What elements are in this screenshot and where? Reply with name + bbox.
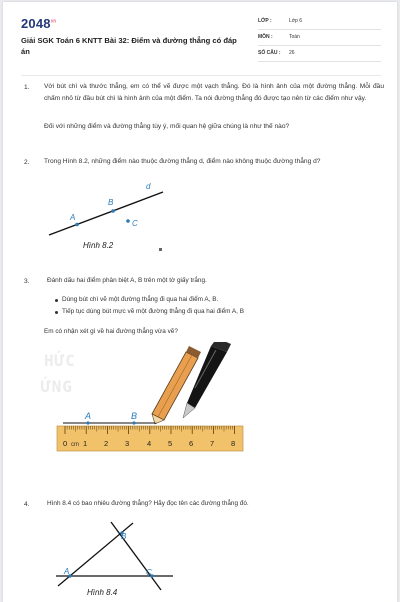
stray-mark: [159, 248, 162, 251]
ruler-number: 4: [147, 439, 152, 448]
question-3-subtext: Em có nhận xét gì về hai đường thẳng vừa vẽ?: [44, 328, 178, 335]
label-a: A: [85, 411, 92, 421]
document-title: Giải SGK Toán 6 KNTT Bài 32: Điểm và đường thẳng có đáp án: [21, 36, 237, 56]
meta-count-key: SỐ CÂU :: [258, 50, 281, 56]
question-1-text: Với bút chì và thước thẳng, em có thể vẽ được một vạch thẳng. Đó là hình ảnh của một đường thẳng. Mỗi đầu chấm nhỏ từ đầu bút chì là hình ảnh của một điểm. Ta nói đường thẳng đó được tạo nên từ các điểm như vậy.: [44, 83, 384, 102]
ruler-image: [57, 426, 243, 451]
question-1-subtext: Đối với những điểm và đường thẳng tùy ý, mối quan hệ giữa chúng là như thế nào?: [44, 123, 290, 130]
bullet-dot: [55, 299, 58, 302]
ruler-number: 5: [168, 439, 173, 448]
ruler-number: 0: [63, 439, 68, 448]
figure-8-4: [51, 518, 181, 602]
point-a: [75, 223, 79, 227]
ruler-number: 6: [189, 439, 194, 448]
meta-count-value: 26: [289, 50, 295, 56]
pencil-image: [152, 346, 201, 424]
point-b: [132, 421, 135, 424]
line-bc: [111, 522, 161, 590]
label-c: C: [132, 219, 138, 228]
question-2-text: Trong Hình 8.2, những điểm nào thuộc đường thẳng d, điểm nào không thuộc đường thẳng d?: [44, 158, 321, 165]
meta-class-key: LỚP :: [258, 18, 272, 24]
figure-ruler-pencil: [51, 342, 251, 457]
line-d: [49, 192, 163, 235]
meta-class-row: [258, 15, 381, 30]
question-4-text: Hình 8.4 có bao nhiêu đường thẳng? Hãy đọc tên các đường thẳng đó.: [47, 500, 249, 507]
question-2-number: 2.: [24, 159, 30, 166]
meta-subject-value: Toán: [289, 34, 300, 40]
label-b: B: [131, 411, 138, 421]
ruler-number: 7: [210, 439, 215, 448]
label-d: d: [146, 182, 151, 191]
watermark-line-1: HỨC: [44, 351, 76, 370]
point-c: [126, 219, 130, 223]
caption-8-4: Hình 8.4: [87, 588, 118, 597]
question-3-number: 3.: [24, 278, 30, 285]
question-4-number: 4.: [24, 501, 30, 508]
question-3-text: Đánh dấu hai điểm phân biệt A, B trên một tờ giấy trắng.: [47, 277, 207, 284]
label-b: B: [108, 198, 114, 207]
meta-subject-row: [258, 31, 381, 46]
label-c: C: [146, 568, 152, 577]
ruler-number: 3: [125, 439, 130, 448]
label-a: A: [64, 567, 70, 576]
site-logo[interactable]: $2048^{vn}$: [21, 16, 57, 31]
ruler-number: 1: [83, 439, 88, 448]
header-divider: [21, 75, 381, 76]
watermark-line-2: ỨNG: [41, 377, 73, 396]
meta-class-value: Lớp 6: [289, 18, 303, 24]
bullet-dot: [55, 311, 58, 314]
document-page: [3, 2, 397, 602]
ruler-number: 2: [104, 439, 109, 448]
question-3-bullet-2: Tiếp tục dùng bút mực vẽ một đường thẳng đi qua hai điểm A, B: [62, 308, 244, 315]
question-3-bullet-1: Dùng bút chì vẽ một đường thẳng đi qua hai điểm A, B.: [62, 296, 219, 303]
ruler-unit: cm: [71, 442, 79, 448]
ruler-number: 8: [231, 439, 236, 448]
label-a: A: [70, 213, 76, 222]
point-a: [86, 421, 89, 424]
caption-8-2: Hình 8.2: [83, 241, 114, 250]
meta-count-row: [258, 47, 381, 62]
label-b: B: [121, 532, 127, 541]
point-b: [111, 209, 115, 213]
question-1-number: 1.: [24, 84, 30, 91]
figure-8-2: [43, 175, 173, 255]
meta-subject-key: MÔN :: [258, 34, 273, 40]
